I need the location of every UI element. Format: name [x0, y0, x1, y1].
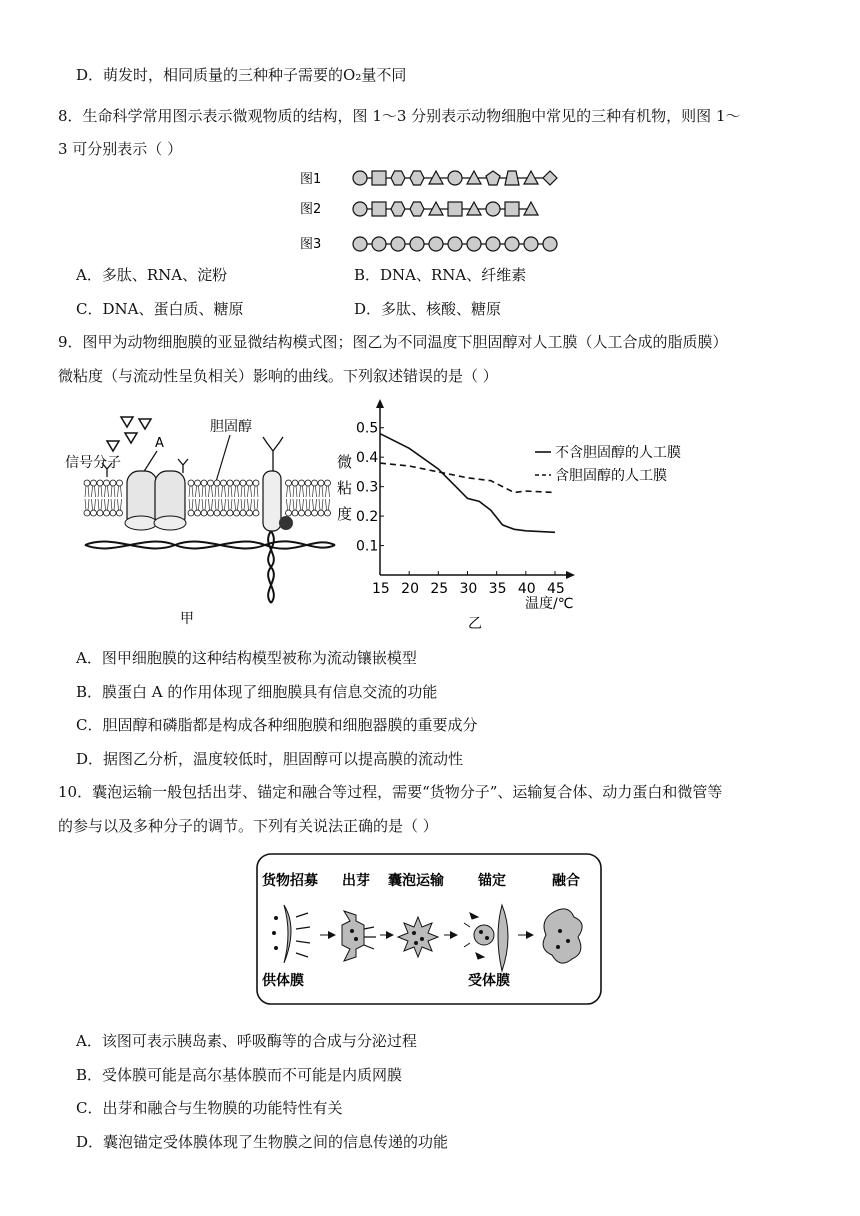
q10-option-d: D．囊泡锚定受体膜体现了生物膜之间的信息传递的功能 [76, 1133, 449, 1151]
q8-option-b: B．DNA、RNA、纤维素 [354, 266, 527, 284]
monomer [543, 237, 557, 251]
vesicle-transport-figure [256, 853, 602, 1005]
y-tick-label: 0.5 [356, 420, 379, 437]
q8-figure [300, 165, 570, 260]
q8-option-a: A．多肽、RNA、淀粉 [76, 266, 228, 284]
chart-caption: 乙 [468, 616, 482, 632]
q10-option-a: A．该图可表示胰岛素、呼吸酶等的合成与分泌过程 [76, 1032, 417, 1050]
q9-stem-line2: 微粘度（与流动性呈负相关）影响的曲线。下列叙述错误的是（ ） [58, 367, 498, 385]
monomer [372, 202, 386, 216]
chart-xlabel: 温度/℃ [525, 596, 574, 612]
q7-option-d: D．萌发时，相同质量的三种种子需要的O₂量不同 [76, 66, 407, 84]
monomer [391, 202, 405, 216]
donor-membrane-label: 供体膜 [262, 973, 304, 989]
step-fusion: 融合 [552, 873, 580, 889]
y-tick-label: 0.3 [356, 479, 379, 496]
x-tick-label: 45 [547, 581, 565, 597]
series-line-1 [380, 463, 555, 492]
step-budding: 出芽 [342, 873, 370, 889]
monomer [448, 171, 462, 185]
x-tick-label: 30 [459, 581, 478, 597]
chain-figure-3 [353, 237, 557, 251]
fig-label-1: 图1 [300, 172, 322, 187]
monomer [486, 171, 500, 185]
q9-option-b: B．膜蛋白 A 的作用体现了细胞膜具有信息交流的功能 [76, 683, 438, 701]
q10-stem-line1: 10．囊泡运输一般包括出芽、锚定和融合等过程，需要“货物分子”、运输复合体、动力蛋白和微管等 [58, 783, 723, 801]
legend-entry-0: 不含胆固醇的人工膜 [555, 445, 681, 461]
step-cargo-recruit: 货物招募 [262, 873, 318, 889]
x-tick-label: 15 [372, 581, 390, 597]
figure-jia-caption: 甲 [180, 611, 194, 627]
monomer [505, 202, 519, 216]
q9-stem-line1: 9．图甲为动物细胞膜的亚显微结构模式图；图乙为不同温度下胆固醇对人工膜（人工合成的脂质膜） [58, 333, 728, 351]
monomer [448, 202, 462, 216]
x-tick-label: 40 [517, 581, 536, 597]
q9-option-d: D．据图乙分析，温度较低时，胆固醇可以提高膜的流动性 [76, 750, 464, 768]
q10-option-c: C．出芽和融合与生物膜的功能特性有关 [76, 1099, 343, 1117]
chart-ylabel: 微粘度 [337, 453, 353, 523]
monomer [467, 237, 481, 251]
acceptor-membrane-label: 受体膜 [468, 973, 510, 989]
phospholipid-bilayer [84, 480, 331, 516]
monomer [410, 171, 424, 185]
monomer [543, 171, 557, 185]
step-anchor: 锚定 [478, 873, 506, 889]
membrane-figure [55, 405, 340, 630]
monomer [391, 171, 405, 185]
y-tick-label: 0.1 [356, 538, 379, 555]
fig-label-3: 图3 [300, 237, 322, 252]
y-tick-label: 0.2 [356, 509, 379, 526]
chain-figure-1 [353, 171, 557, 185]
monomer [486, 237, 500, 251]
q9-option-a: A．图甲细胞膜的这种结构模型被称为流动镶嵌模型 [76, 649, 417, 667]
fig-label-2: 图2 [300, 202, 322, 217]
monomer [486, 202, 500, 216]
x-tick-label: 20 [401, 581, 419, 597]
series-line-0 [380, 434, 555, 533]
monomer [524, 237, 538, 251]
protein-a-label: A [155, 436, 164, 451]
monomer [372, 171, 386, 185]
monomer [353, 237, 367, 251]
q8-stem-line1: 8．生命科学常用图示表示微观物质的结构，图 1～3 分别表示动物细胞中常见的三种有机物，则图 1～ [58, 107, 741, 125]
monomer [505, 171, 519, 185]
chart-legend [535, 445, 681, 484]
q10-option-b: B．受体膜可能是高尔基体膜而不可能是内质网膜 [76, 1066, 403, 1084]
monomer [372, 237, 386, 251]
monomer [429, 237, 443, 251]
monomer [353, 202, 367, 216]
q8-stem-line2: 3 可分别表示（ ） [58, 140, 183, 158]
y-tick-label: 0.4 [356, 450, 379, 467]
monomer [353, 171, 367, 185]
step-transport: 囊泡运输 [388, 873, 444, 889]
q10-stem-line2: 的参与以及多种分子的调节。下列有关说法正确的是（ ） [58, 817, 438, 835]
x-tick-label: 35 [488, 581, 507, 597]
q8-option-c: C．DNA、蛋白质、糖原 [76, 300, 244, 318]
monomer [391, 237, 405, 251]
cholesterol-label: 胆固醇 [210, 419, 252, 435]
monomer [448, 237, 462, 251]
q9-option-c: C．胆固醇和磷脂都是构成各种细胞膜和细胞器膜的重要成分 [76, 716, 478, 734]
x-tick-label: 25 [430, 581, 449, 597]
monomer [410, 202, 424, 216]
chain-figure-2 [353, 202, 538, 216]
monomer [505, 237, 519, 251]
signal-molecules [107, 417, 151, 451]
monomer [410, 237, 424, 251]
signal-molecule-label: 信号分子 [65, 455, 121, 471]
q8-option-d: D．多肽、核酸、糖原 [354, 300, 502, 318]
viscosity-chart [325, 395, 715, 635]
legend-entry-1: 含胆固醇的人工膜 [555, 468, 667, 484]
